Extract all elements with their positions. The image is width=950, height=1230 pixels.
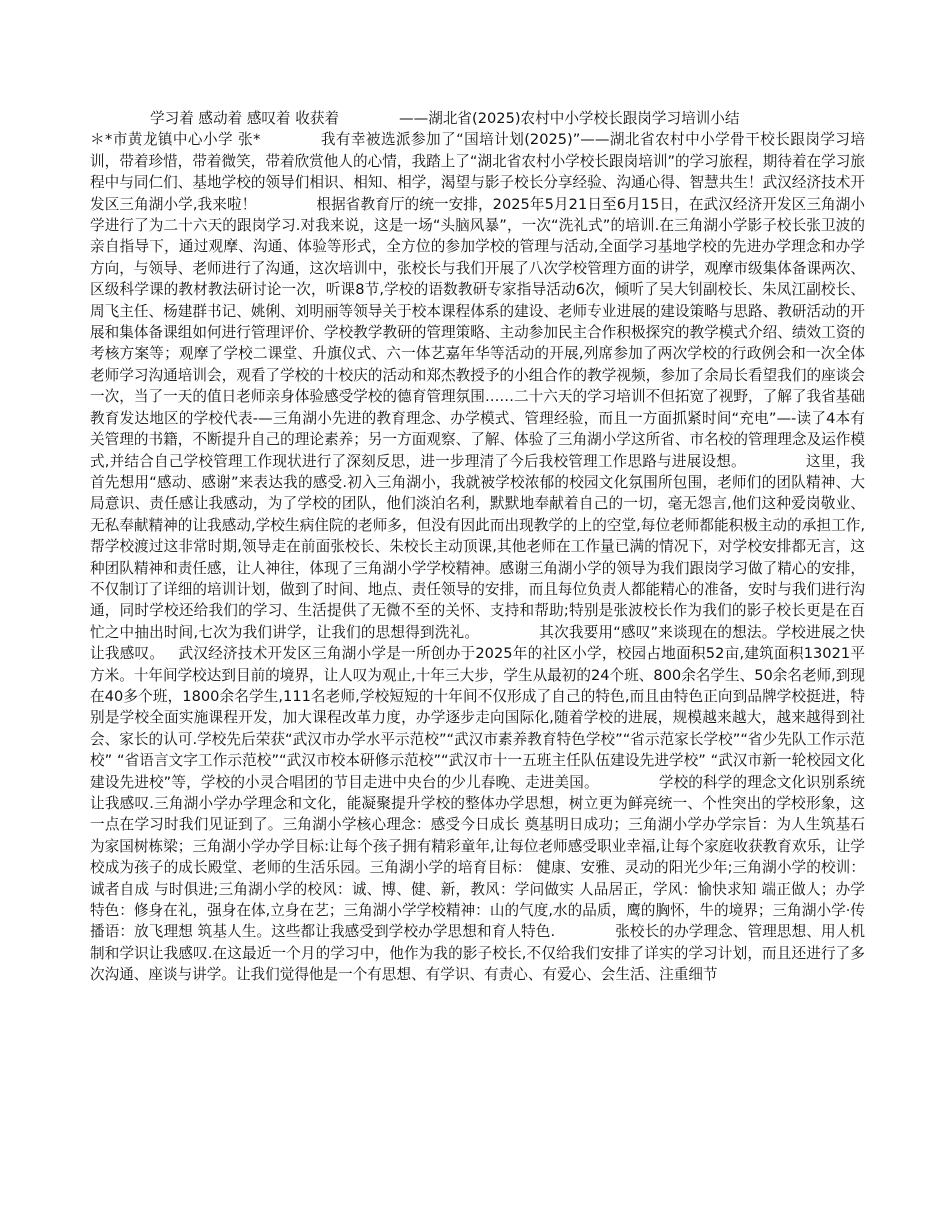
paragraph: 学校的科学的理念文化识别系统让我感叹.三角湖小学办学理念和文化，能凝聚提升学校的整体办学思想，树立更为鲜亮统一、个性突出的学校形象，这一点在学习时我们见证到了。三角湖小学核心理念：感受今日成长 奠基明日成功；三角湖小学办学宗旨：为人生筑基石 为家国树栋梁；三角湖小学办学目标:让每个孩子拥有精彩童年,让每位老师感受职业幸福,让每个家庭收获教育欢乐，让学校成为孩子的成长殿堂、老师的生活乐园。三角湖小学的培育目标： 健康、安雅、灵动的阳光少年;三角湖小学的校训：诚者自成 与时俱进;三角湖小学的校风：诚、博、健、新，教风：学问做实 人品居正，学风：愉快求知 端正做人；办学特色：修身在礼，强身在体,立身在艺；三角湖小学学校精神：山的气度,水的品质，鹰的胸怀，牛的境界；三角湖小学·传播语：放飞理想 筑基人生。这些都让我感受到学校办学思想和育人特色. [90, 773, 865, 941]
paragraph: 我有幸被选派参加了“国培计划(2025)”——湖北省农村中小学骨干校长跟岗学习培训，带着珍惜，带着微笑，带着欣赏他人的心情，我踏上了“湖北省农村小学校长跟岗培训”的学习旅程，期待着在学习旅程中与同仁们、基地学校的领导们相识、相知、相学，渴望与影子校长分享经验、沟通心得、智慧共生！武汉经济技术开发区三角湖小学,我来啦！ [90, 131, 866, 213]
paragraph: 这里，我首先想用“感动、感谢”来表达我的感受.初入三角湖小，我就被学校浓郁的校园文化氛围所包围，老师们的团队精神、大局意识、责任感让我感动，为了学校的团队，他们淡泊名利，默默地奉献着自己的一切，毫无怨言,他们这种爱岗敬业、无私奉献精神的让我感动,学校生病住院的老师多，但没有因此而出现教学的上的空堂,每位老师都能积极主动的承担工作,帮学校渡过这非常时期,领导走在前面张校长、朱校长主动顶课,其他老师在工作量已满的情况下，对学校安排都无言，这种团队精神和责任感，让人神往，体现了三角湖小学学校精神。感谢三角湖小学的领导为我们跟岗学习做了精心的安排，不仅制订了详细的培训计划，做到了时间、地点、责任领导的安排，而且每位负责人都能精心的准备，安时与我们进行沟通，同时学校还给我们的学习、生活提供了无微不至的关怀、支持和帮助;特别是张波校长作为我们的影子校长更是在百忙之中抽出时间,七次为我们讲学，让我们的思想得到洗礼。 [90, 452, 865, 641]
paragraph: 根据省教育厅的统一安排，2025年5月21日至6月15日，在武汉经济开发区三角湖小学进行了为二十六天的跟岗学习.对我来说，这是一场“头脑风暴”，一次“洗礼式”的培训.在三角湖小学影子校长张卫波的亲自指导下，通过观摩、沟通、体验等形式，全方位的参加学校的管理与活动,全面学习基地学校的先进办学理念和办学方向，与领导、老师进行了沟通，这次培训中，张校长与我们开展了八次学校管理方面的讲学，观摩市级集体备课两次、区级科学课的教材教法研讨论一次，听课8节,学校的语数教研专家指导活动6次，倾听了吴大钊副校长、朱凤江副校长、周飞主任、杨建群书记、姚俐、刘明丽等领导关于校本课程体系的建设、老师专业进展的建设策略与思路、教研活动的开展和集体备课组如何进行管理评价、学校教学教研的管理策略、主动参加民主合作积极探究的教学模式介绍、绩效工资的考核方案等；观摩了学校二课堂、升旗仪式、六一体艺嘉年华等活动的开展,列席参加了两次学校的行政例会和一次全体老师学习沟通培训会，观看了学校的十校庆的活动和郑杰教授予的小组合作的教学视频，参加了余局长看望我们的座谈会一次，当了一天的值日老师亲身体验感受学校的德育管理氛围……二十六天的学习培训不但拓宽了视野，了解了我省基础教育发达地区的学校代表-—三角湖小先进的教育理念、办学模式、管理经验，而且一方面抓紧时间“充电”—-读了4本有关管理的书籍，不断提升自己的理论素养；另一方面观察、了解、体验了三角湖小学这所省、市名校的管理理念及运作模式,并结合自己学校管理工作现状进行了深刻反思，进一步理清了今后我校管理工作思路与进展设想。 [90, 195, 865, 470]
document-subtitle: ——湖北省(2025)农村中小学校长跟岗学习培训小结 [399, 110, 740, 127]
document-title: 学习着 感动着 感叹着 收获着 [150, 110, 340, 127]
document-author: ＊*市黄龙镇中心小学 张* [90, 131, 261, 149]
document-body [90, 108, 865, 986]
paragraph: 其次我要用“感叹”来谈现在的想法。学校进展之快让我感叹。 [90, 623, 865, 663]
paragraph: 武汉经济技术开发区三角湖小学是一所创办于2025年的社区小学，校园占地面积52亩,建筑面积13021平方米。十年间学校达到目前的境界，让人叹为观止,十年三大步，学生从最初的24个班、800余名学生、50余名老师,到现在40多个班，1800余名学生,111名老师,学校短短的十年间不仅形成了自己的特色,而且由特色正向到品牌学校挺进，特别是学校全面实施课程开发，加大课程改革力度，办学逐步走向国际化,随着学校的进展，规模越来越大，越来越得到社会、家长的认可.学校先后荣获“武汉市办学水平示范校”“武汉市素养教育特色学校”“省示范家长学校”“省少先队工作示范校” “省语言文字工作示范校”“武汉市校本研修示范校”“武汉市十一五班主任队伍建设先进学校” “武汉市新一轮校园文化建设先进校”等，学校的小灵合唱团的节目走进中央台的少儿春晚、走进美国。 [90, 645, 865, 791]
paragraph: 张校长的办学理念、管理思想、用人机制和学识让我感叹.在这最近一个月的学习中，他作为我的影子校长,不仅给我们安排了详实的学习计划，而且还进行了多次沟通、座谈与讲学。让我们觉得他是一个有思想、有学识、有责心、有爱心、会生活、注重细节 [90, 923, 865, 984]
